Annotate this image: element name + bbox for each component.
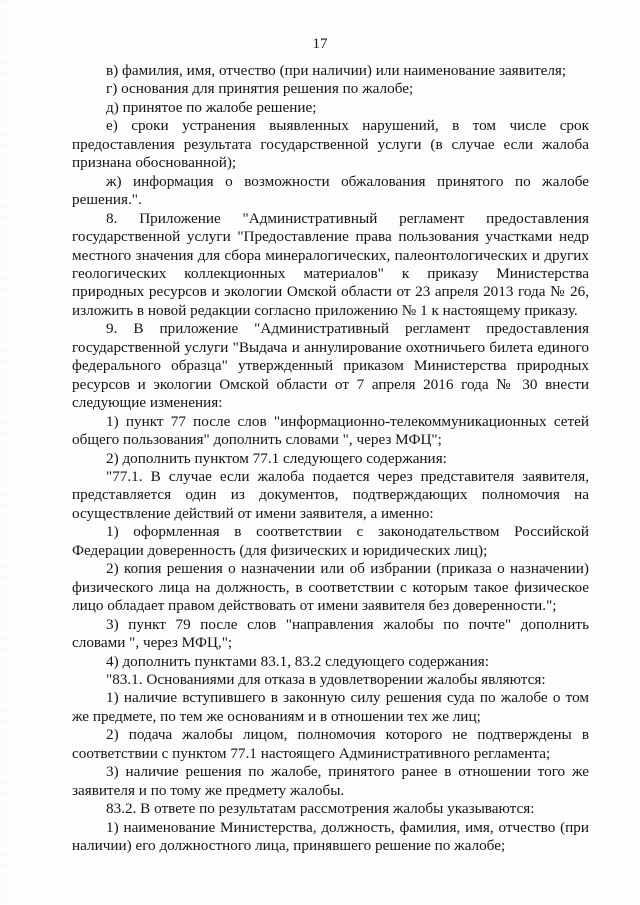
paragraph: г) основания для принятия решения по жалобе;: [106, 80, 414, 98]
paragraph: е) сроки устранения выявленных нарушений, в том числе срок предоставления результата государственной услуги (в случае если жалоба признана обоснованной);: [72, 117, 589, 172]
paragraph: 2) дополнить пунктом 77.1 следующего содержания:: [106, 449, 447, 467]
paragraph: в) фамилия, имя, отчество (при наличии) или наименование заявителя;: [106, 62, 567, 79]
paragraph-item-9: 9. В приложение "Административный регламент предоставления государственной услуги "Выдача и аннулирование охотничьего билета единого федерального образца" утвержденный приказом Министерства природных ресурсов и экологии Омской области от 7 апреля 2016 года № 30 внести следующие изменения:: [72, 320, 589, 412]
paragraph: 1) наименование Министерства, должность, фамилия, имя, отчество (при наличии) его должностного лица, принявшего решение по жалобе;: [72, 818, 589, 855]
scan-margin-marks: [4, 0, 6, 905]
paragraph: 2) подача жалобы лицом, полномочия которого не подтверждены в соответствии с пунктом 77.1 настоящего Административного регламента;: [72, 726, 589, 762]
paragraph: 3) пункт 79 после слов "направления жалобы по почте" дополнить словами ", через МФЦ,";: [72, 615, 589, 652]
paragraph: д) принятое по жалобе решение;: [106, 98, 317, 116]
paragraph: "83.1. Основаниями для отказа в удовлетворении жалобы являются:: [106, 670, 546, 688]
paragraph: 2) копия решения о назначении или об избрании (приказа о назначении) физического лица на должность, в соответствии с которым такое физическое лицо обладает правом действовать от имени заявителя без доверенности.";: [72, 560, 589, 615]
document-body: [72, 62, 589, 855]
paragraph: 4) дополнить пунктами 83.1, 83.2 следующего содержания:: [106, 652, 490, 670]
paragraph-item-8: 8. Приложение "Административный регламент предоставления государственной услуги "Предоставление права пользования участками недр местного значения для сбора минералогических, палеонтологических и других геологических коллекционных материалов" к приказу Министерства природных ресурсов и экологии Омской области от 23 апреля 2013 года № 26, изложить в новой редакции согласно приложению № 1 к настоящему приказу.: [72, 209, 589, 319]
paragraph: 83.2. В ответе по результатам рассмотрения жалобы указываются:: [106, 800, 535, 818]
paragraph: 1) пункт 77 после слов "информационно-телекоммуникационных сетей общего пользования" дополнить словами ", через МФЦ";: [72, 412, 589, 449]
page-number: 17: [312, 36, 328, 52]
paragraph: ж) информация о возможности обжалования принятого по жалобе решения.".: [72, 172, 589, 209]
paragraph: 1) оформленная в соответствии с законодательством Российской Федерации доверенность (для физических и юридических лиц);: [72, 523, 589, 559]
paragraph: 1) наличие вступившего в законную силу решения суда по жалобе о том же предмете, по тем же основаниям и в отношении тех же лиц;: [72, 689, 589, 725]
paragraph: 3) наличие решения по жалобе, принятого ранее в отношении того же заявителя и по тому же предмету жалобы.: [72, 763, 589, 799]
paragraph: "77.1. В случае если жалоба подается через представителя заявителя, представляется один из документов, подтверждающих полномочия на осуществление действий от имени заявителя, а именно:: [72, 467, 589, 522]
